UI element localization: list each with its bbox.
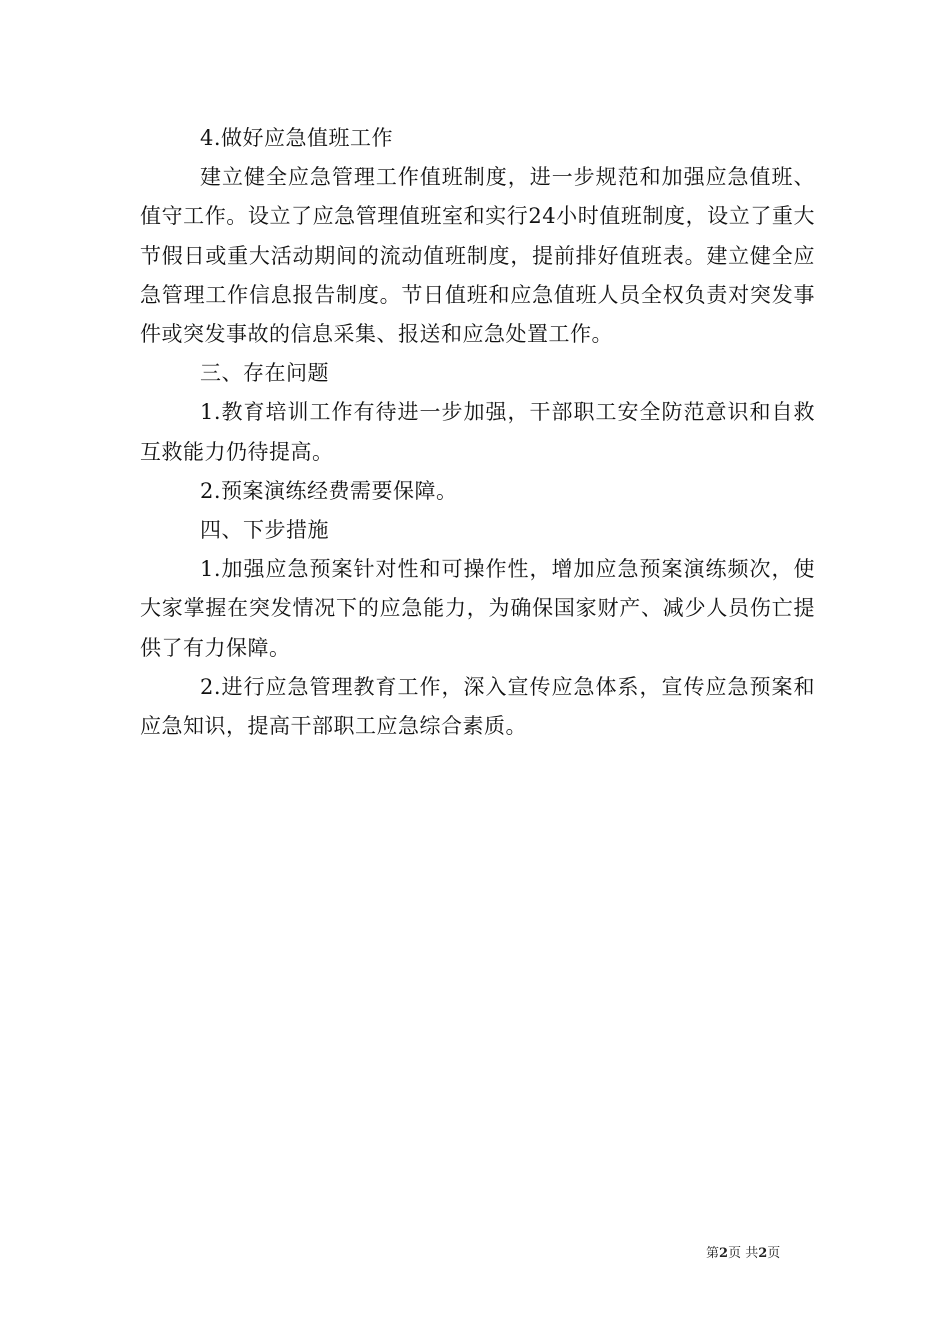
footer-prefix: 第 <box>706 1246 720 1261</box>
section-heading-existing-problems: 三、存在问题 <box>200 361 329 386</box>
footer-total-pages: 2 <box>758 1246 768 1261</box>
paragraph-problem-funding: 2.预案演练经费需要保障。 <box>200 478 458 503</box>
footer-current-page: 2 <box>719 1246 729 1261</box>
paragraph-duty-system: 建立健全应急管理工作值班制度，进一步规范和加强应急值班、值守工作。设立了应急管理值班室和实行24小时值班制度，设立了重大节假日或重大活动期间的流动值班制度，提前排好值班表。建立健全应急管理工作信息报告制度。节日值班和应急值班人员全权负责对突发事件或突发事故的信息采集、报送和应急处置工作。 <box>140 165 815 347</box>
section-heading-next-steps: 四、下步措施 <box>200 518 329 543</box>
document-body <box>140 119 815 746</box>
paragraph-step-education: 2.进行应急管理教育工作，深入宣传应急体系，宣传应急预案和应急知识，提高干部职工应急综合素质。 <box>140 674 815 739</box>
footer-suffix: 页 <box>767 1246 781 1261</box>
footer-middle: 页 共 <box>728 1246 759 1261</box>
page-number-footer <box>706 1245 816 1263</box>
paragraph-problem-training: 1.教育培训工作有待进一步加强，干部职工安全防范意识和自救互救能力仍待提高。 <box>140 400 815 464</box>
paragraph-step-plans: 1.加强应急预案针对性和可操作性，增加应急预案演练频次，使大家掌握在突发情况下的应急能力，为确保国家财产、减少人员伤亡提供了有力保障。 <box>140 557 815 660</box>
section-heading-duty-work: 4.做好应急值班工作 <box>200 126 394 150</box>
